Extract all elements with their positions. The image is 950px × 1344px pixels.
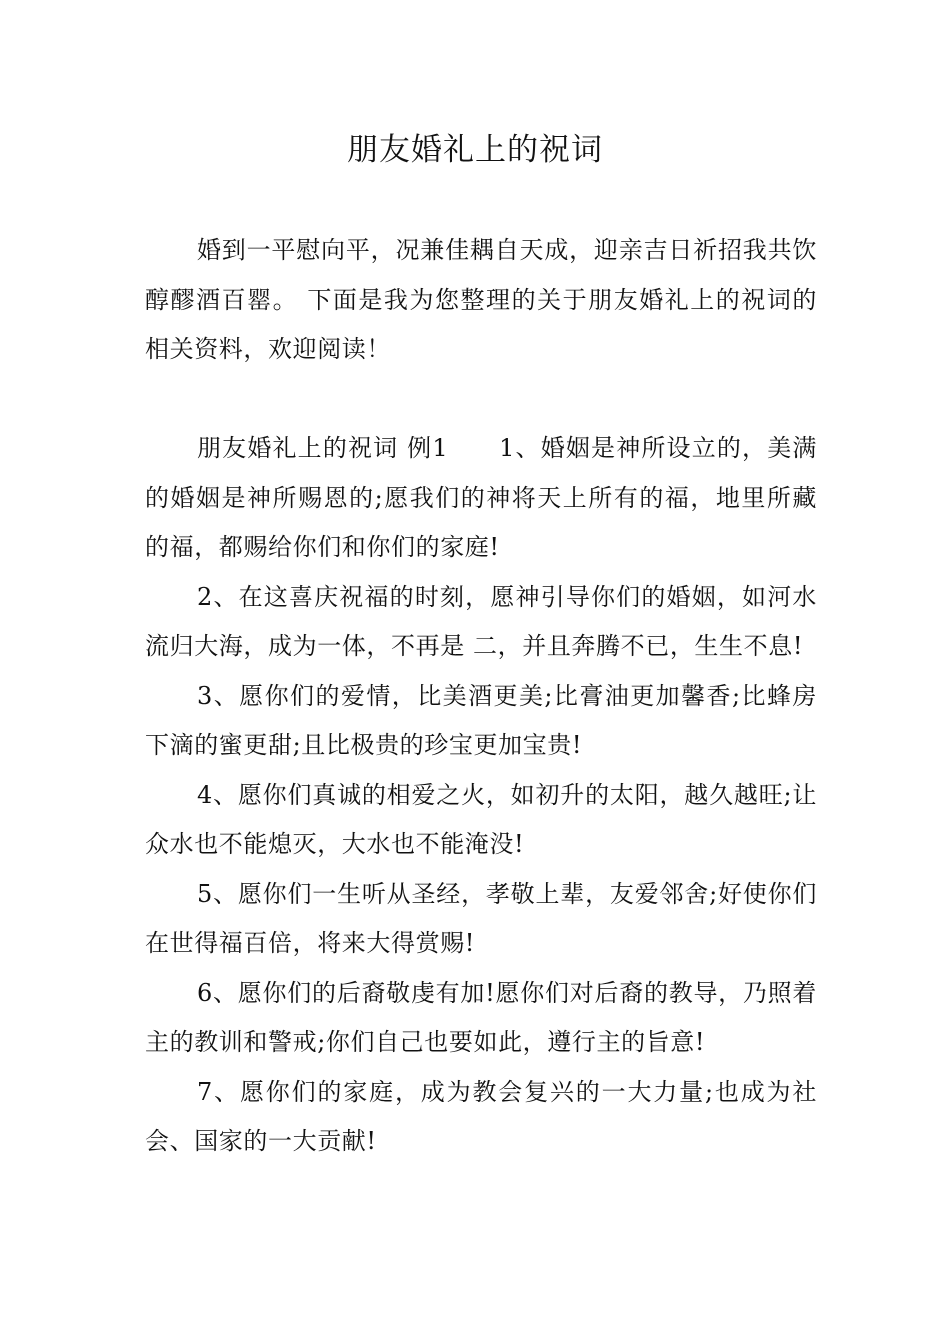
blessing-paragraph-7: 7、愿你们的家庭，成为教会复兴的一大力量;也成为社会、国家的一大贡献!	[145, 1077, 817, 1155]
blessing-paragraph-5: 5、愿你们一生听从圣经，孝敬上辈，友爱邻舍;好使你们在世得福百倍，将来大得赏赐!	[145, 879, 817, 957]
blessing-paragraph-6: 6、愿你们的后裔敬虔有加!愿你们对后裔的教导，乃照着主的教训和警戒;你们自己也要如此，遵行主的旨意!	[145, 978, 817, 1056]
blessing-paragraph-3: 3、愿你们的爱情，比美酒更美;比膏油更加馨香;比蜂房下滴的蜜更甜;且比极贵的珍宝更加宝贵!	[145, 681, 817, 759]
blessing-paragraph-2: 2、在这喜庆祝福的时刻，愿神引导你们的婚姻，如河水流归大海，成为一体，不再是 二，并且奔腾不已，生生不息!	[145, 582, 817, 660]
blessing-paragraph-4: 4、愿你们真诚的相爱之火，如初升的太阳，越久越旺;让众水也不能熄灭，大水也不能淹没!	[145, 780, 817, 858]
document-title: 朋友婚礼上的祝词	[347, 132, 603, 168]
intro-section	[145, 226, 817, 375]
blessings-section	[145, 424, 817, 1167]
blessing-paragraph-1: 朋友婚礼上的祝词 例1 1、婚姻是神所设立的，美满的婚姻是神所赐恩的;愿我们的神将天上所有的福，地里所藏的福，都赐给你们和你们的家庭!	[145, 434, 817, 561]
intro-paragraph: 婚到一平慰向平，况兼佳耦自天成，迎亲吉日祈招我共饮醇醪酒百罂。 下面是我为您整理的关于朋友婚礼上的祝词的相关资料，欢迎阅读！	[145, 236, 817, 363]
